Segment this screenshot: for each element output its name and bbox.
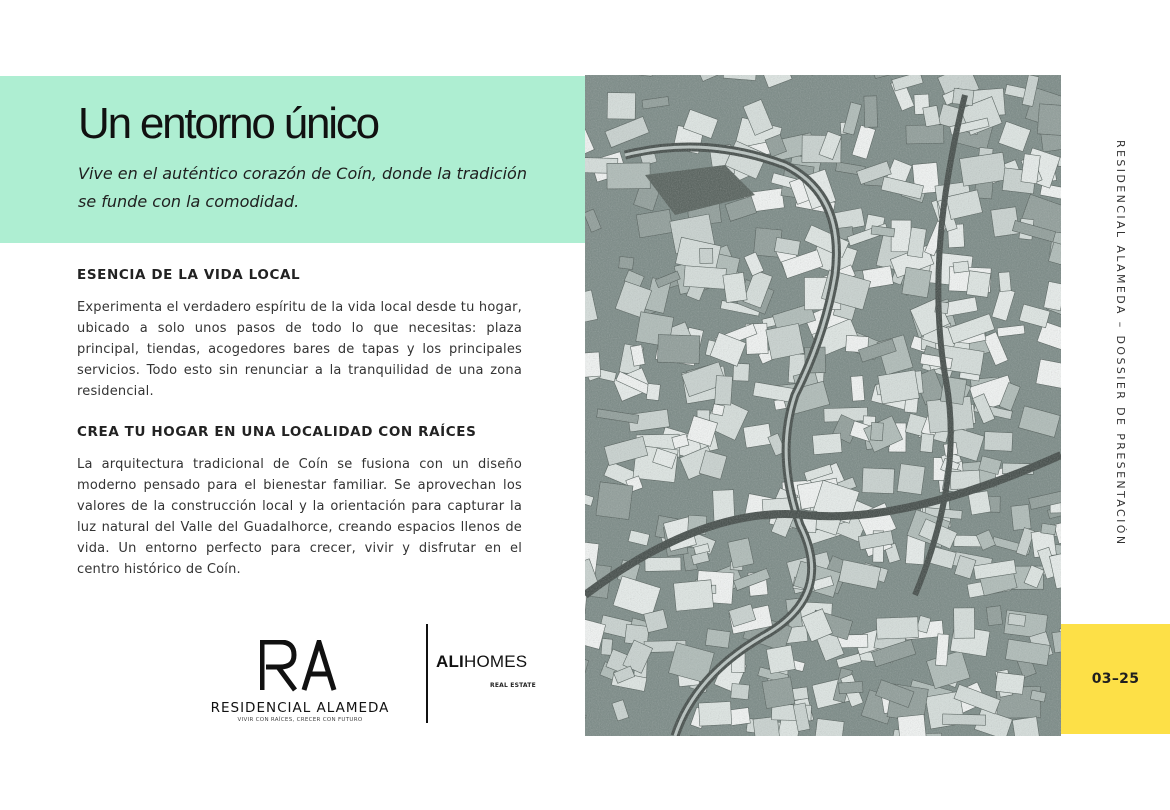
aerial-photo [585,75,1061,736]
ra-monogram-icon [260,640,340,692]
section-body: La arquitectura tradicional de Coín se fusiona con un diseño moderno pensado para el bienestar familiar. Se aprovechan los valores de la construcción local y la orientación para capturar la luz natural del Valle del Guadalhorce, creando espacios llenos de vida. Un entorno perfecto para crecer, vivir y disfrutar en el centro histórico de Coín. [77,457,522,577]
logo-divider [426,624,428,723]
page-title: Un entorno único [78,99,378,148]
residencial-tagline: VIVIR CON RAÍCES, CRECER CON FUTURO [237,717,363,723]
page-number-badge [1061,624,1170,734]
section-body: Experimenta el verdadero espíritu de la vida local desde tu hogar, ubicado a solo unos pasos de todo lo que necesitas: plaza principal, tiendas, acogedores bares de tapas y los principales servicios. Todo esto sin renunciar a la tranquilidad de una zona residencial. [77,300,522,399]
alihomes-name-part2: HOMES [463,652,528,671]
aerial-town-image [585,75,1061,736]
alihomes-logo [436,652,546,696]
page-number: 03–25 [1091,671,1140,687]
main-content [77,264,522,580]
section-home-roots [77,421,522,580]
document-side-label: RESIDENCIAL ALAMEDA – DOSSIER DE PRESENTACIÓN [1114,140,1127,547]
alihomes-name [436,652,527,672]
section-heading: CREA TU HOGAR EN UNA LOCALIDAD CON RAÍCES [77,424,477,440]
page-subtitle: Vive en el auténtico corazón de Coín, donde la tradición se funde con la comodidad. [78,164,527,211]
section-local-life [77,264,522,402]
residencial-alameda-logo [200,640,400,730]
alihomes-subtitle: REAL ESTATE [490,682,536,689]
alihomes-name-part1: ALI [436,652,464,671]
section-heading: ESENCIA DE LA VIDA LOCAL [77,267,301,283]
residencial-name: RESIDENCIAL ALAMEDA [210,700,390,716]
